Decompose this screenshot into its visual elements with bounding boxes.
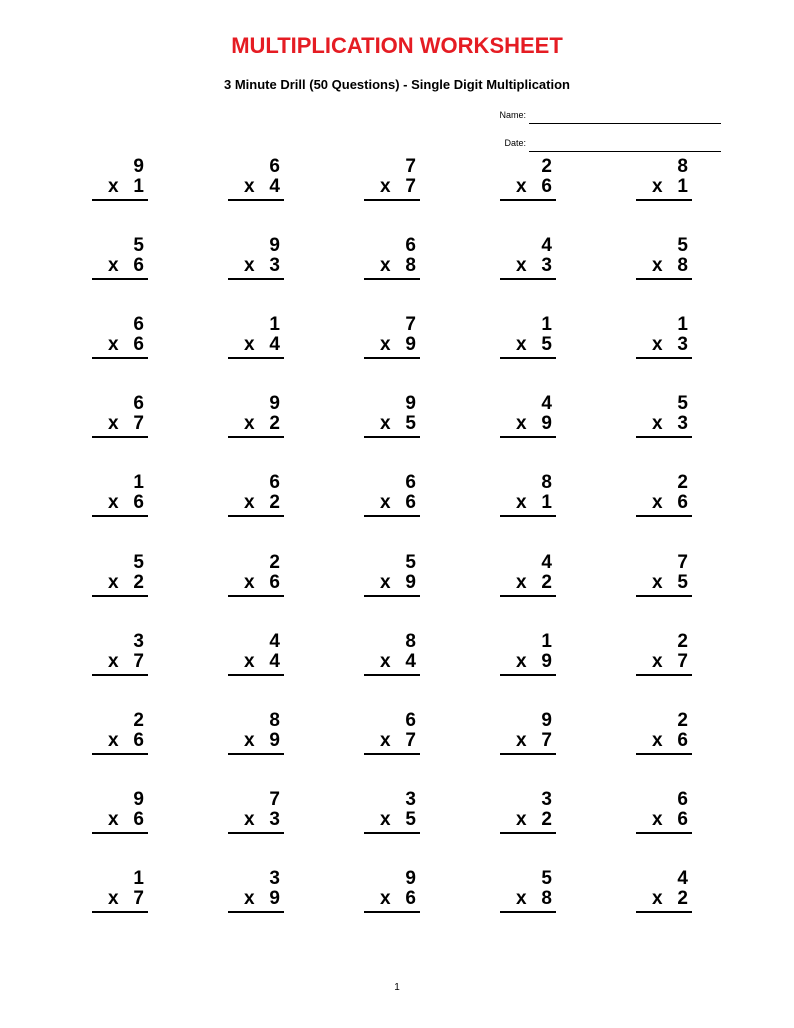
problem (636, 553, 692, 605)
multiplier: 3 (269, 255, 280, 277)
problem (500, 315, 556, 367)
answer-line[interactable] (636, 911, 692, 913)
multiplicand: 4 (541, 393, 552, 415)
multiplicand: 1 (269, 314, 280, 336)
answer-line[interactable] (500, 595, 556, 597)
multiplicand: 2 (677, 709, 688, 731)
multiply-sign: x (380, 176, 391, 197)
multiplier: 9 (269, 729, 280, 751)
multiply-sign: x (652, 808, 663, 830)
multiplicand: 1 (133, 867, 144, 889)
multiply-sign: x (380, 887, 391, 909)
multiply-sign: x (516, 729, 527, 751)
multiplicand: 6 (133, 314, 144, 336)
multiplicand: 8 (677, 156, 688, 177)
answer-line[interactable] (364, 357, 420, 359)
multiplier: 2 (269, 492, 280, 514)
multiplicand: 9 (405, 867, 416, 889)
answer-line[interactable] (92, 911, 148, 913)
multiply-sign: x (652, 729, 663, 751)
multiplicand: 4 (541, 235, 552, 257)
multiplicand: 6 (405, 235, 416, 257)
multiplier: 2 (677, 887, 688, 909)
problem (636, 315, 692, 367)
multiply-sign: x (516, 255, 527, 277)
answer-line[interactable] (228, 436, 284, 438)
multiplier: 9 (269, 887, 280, 909)
answer-line[interactable] (500, 199, 556, 201)
multiplicand: 9 (269, 393, 280, 415)
multiply-sign: x (108, 808, 119, 830)
multiplier: 3 (269, 808, 280, 830)
multiplicand: 6 (269, 472, 280, 494)
multiply-sign: x (380, 334, 391, 356)
problem (228, 236, 284, 288)
multiply-sign: x (108, 571, 119, 593)
answer-line[interactable] (92, 199, 148, 201)
multiplicand: 9 (541, 709, 552, 731)
multiply-sign: x (244, 887, 255, 909)
multiply-sign: x (516, 887, 527, 909)
problem (364, 553, 420, 605)
multiplicand: 3 (541, 788, 552, 810)
multiplier: 8 (541, 887, 552, 909)
multiplier: 6 (133, 255, 144, 277)
multiplicand: 5 (405, 551, 416, 573)
multiply-sign: x (108, 729, 119, 751)
problem (228, 394, 284, 446)
problem (228, 553, 284, 605)
problem (364, 315, 420, 367)
answer-line[interactable] (92, 832, 148, 834)
answer-line[interactable] (92, 278, 148, 280)
multiplier: 6 (133, 729, 144, 751)
multiplicand: 2 (541, 156, 552, 177)
multiplicand: 1 (541, 630, 552, 652)
problem (228, 632, 284, 684)
multiplicand: 2 (133, 709, 144, 731)
multiplicand: 2 (269, 551, 280, 573)
multiplicand: 9 (405, 393, 416, 415)
name-label: Name: (499, 110, 526, 120)
multiplier: 9 (405, 571, 416, 593)
multiply-sign: x (516, 176, 527, 197)
multiply-sign: x (244, 650, 255, 672)
answer-line[interactable] (364, 911, 420, 913)
multiplier: 8 (677, 255, 688, 277)
problem (500, 157, 556, 209)
multiply-sign: x (652, 255, 663, 277)
problem (92, 157, 148, 209)
problem (500, 553, 556, 605)
multiplicand: 1 (541, 314, 552, 336)
problem (228, 473, 284, 525)
problem (500, 394, 556, 446)
multiplier: 3 (541, 255, 552, 277)
answer-line[interactable] (636, 278, 692, 280)
multiplier: 3 (677, 334, 688, 356)
problem (364, 711, 420, 763)
problem (500, 711, 556, 763)
answer-line[interactable] (636, 674, 692, 676)
multiplicand: 2 (677, 472, 688, 494)
multiply-sign: x (244, 571, 255, 593)
multiply-sign: x (516, 492, 527, 514)
multiplier: 4 (269, 176, 280, 197)
multiplier: 1 (133, 176, 144, 197)
multiply-sign: x (652, 887, 663, 909)
multiplier: 8 (405, 255, 416, 277)
date-label: Date: (504, 138, 526, 148)
multiplier: 6 (541, 176, 552, 197)
multiplicand: 4 (677, 867, 688, 889)
multiplicand: 1 (677, 314, 688, 336)
problem (228, 869, 284, 921)
multiplicand: 3 (269, 867, 280, 889)
multiply-sign: x (244, 808, 255, 830)
answer-line[interactable] (636, 595, 692, 597)
multiplier: 7 (133, 650, 144, 672)
multiplier: 1 (677, 176, 688, 197)
multiply-sign: x (380, 650, 391, 672)
answer-line[interactable] (364, 753, 420, 755)
multiplier: 3 (677, 413, 688, 435)
problem (636, 869, 692, 921)
multiplier: 6 (133, 492, 144, 514)
multiply-sign: x (652, 413, 663, 435)
multiplier: 5 (677, 571, 688, 593)
answer-line[interactable] (500, 674, 556, 676)
multiplier: 7 (541, 729, 552, 751)
problem (636, 236, 692, 288)
multiply-sign: x (652, 334, 663, 356)
answer-line[interactable] (92, 753, 148, 755)
answer-line[interactable] (636, 832, 692, 834)
answer-line[interactable] (228, 595, 284, 597)
answer-line[interactable] (364, 595, 420, 597)
multiplier: 9 (405, 334, 416, 356)
answer-line[interactable] (228, 199, 284, 201)
multiplicand: 8 (405, 630, 416, 652)
multiplier: 5 (541, 334, 552, 356)
multiply-sign: x (244, 729, 255, 751)
problem (364, 790, 420, 842)
problem (92, 553, 148, 605)
problem (228, 711, 284, 763)
answer-line[interactable] (500, 278, 556, 280)
problem (364, 157, 420, 209)
multiplier: 9 (541, 650, 552, 672)
multiply-sign: x (108, 887, 119, 909)
multiplicand: 2 (677, 630, 688, 652)
multiplicand: 9 (133, 156, 144, 177)
multiplicand: 6 (269, 156, 280, 177)
multiplier: 4 (405, 650, 416, 672)
multiply-sign: x (108, 650, 119, 672)
multiplier: 6 (133, 334, 144, 356)
problem (500, 632, 556, 684)
multiply-sign: x (380, 255, 391, 277)
multiplier: 6 (405, 887, 416, 909)
multiply-sign: x (108, 334, 119, 356)
problem (364, 236, 420, 288)
multiply-sign: x (652, 492, 663, 514)
problem (92, 236, 148, 288)
answer-line[interactable] (500, 436, 556, 438)
answer-line[interactable] (636, 199, 692, 201)
multiplicand: 7 (405, 156, 416, 177)
multiply-sign: x (108, 413, 119, 435)
answer-line[interactable] (228, 753, 284, 755)
multiplicand: 3 (405, 788, 416, 810)
multiplier: 5 (405, 808, 416, 830)
multiplicand: 9 (133, 788, 144, 810)
answer-line[interactable] (500, 832, 556, 834)
multiply-sign: x (244, 255, 255, 277)
answer-line[interactable] (228, 674, 284, 676)
multiply-sign: x (108, 255, 119, 277)
problem (92, 790, 148, 842)
multiplier: 2 (541, 571, 552, 593)
multiplier: 5 (405, 413, 416, 435)
worksheet-title: MULTIPLICATION WORKSHEET (231, 33, 563, 58)
problem (636, 711, 692, 763)
multiplicand: 8 (541, 472, 552, 494)
multiplicand: 3 (133, 630, 144, 652)
problem (92, 711, 148, 763)
multiplier: 7 (133, 413, 144, 435)
answer-line[interactable] (92, 357, 148, 359)
answer-line[interactable] (364, 436, 420, 438)
multiply-sign: x (516, 413, 527, 435)
answer-line[interactable] (500, 357, 556, 359)
problem (92, 632, 148, 684)
multiply-sign: x (244, 334, 255, 356)
multiplicand: 4 (269, 630, 280, 652)
answer-line[interactable] (228, 832, 284, 834)
multiply-sign: x (516, 808, 527, 830)
answer-line[interactable] (92, 674, 148, 676)
answer-line[interactable] (228, 278, 284, 280)
problem (636, 632, 692, 684)
problem (364, 869, 420, 921)
multiplicand: 6 (405, 709, 416, 731)
answer-line[interactable] (228, 515, 284, 517)
multiply-sign: x (244, 176, 255, 197)
answer-line[interactable] (228, 357, 284, 359)
multiply-sign: x (244, 413, 255, 435)
problem (500, 869, 556, 921)
multiplicand: 7 (677, 551, 688, 573)
multiplier: 7 (677, 650, 688, 672)
multiply-sign: x (108, 492, 119, 514)
answer-line[interactable] (92, 436, 148, 438)
multiplier: 2 (133, 571, 144, 593)
answer-line[interactable] (92, 515, 148, 517)
answer-line[interactable] (364, 278, 420, 280)
multiplier: 6 (677, 808, 688, 830)
multiplier: 7 (405, 176, 416, 197)
multiplier: 6 (269, 571, 280, 593)
problem (636, 394, 692, 446)
multiplicand: 5 (133, 235, 144, 257)
multiplier: 6 (405, 492, 416, 514)
multiplier: 7 (133, 887, 144, 909)
multiplicand: 8 (269, 709, 280, 731)
multiplier: 4 (269, 650, 280, 672)
problem (228, 790, 284, 842)
multiplier: 2 (269, 413, 280, 435)
multiplicand: 6 (677, 788, 688, 810)
multiplicand: 6 (405, 472, 416, 494)
multiplier: 4 (269, 334, 280, 356)
multiply-sign: x (380, 571, 391, 593)
multiplicand: 7 (405, 314, 416, 336)
multiplier: 1 (541, 492, 552, 514)
problem (228, 315, 284, 367)
multiply-sign: x (516, 571, 527, 593)
answer-line[interactable] (500, 515, 556, 517)
multiplicand: 9 (269, 235, 280, 257)
answer-line[interactable] (228, 911, 284, 913)
multiplier: 6 (677, 492, 688, 514)
answer-line[interactable] (500, 753, 556, 755)
multiplicand: 5 (677, 393, 688, 415)
problem (500, 790, 556, 842)
multiply-sign: x (380, 729, 391, 751)
problem (92, 473, 148, 525)
answer-line[interactable] (636, 436, 692, 438)
problem (364, 394, 420, 446)
multiply-sign: x (652, 176, 663, 197)
multiply-sign: x (652, 650, 663, 672)
answer-line[interactable] (364, 199, 420, 201)
answer-line[interactable] (636, 515, 692, 517)
multiply-sign: x (380, 492, 391, 514)
answer-line[interactable] (364, 515, 420, 517)
multiply-sign: x (652, 571, 663, 593)
problem (500, 473, 556, 525)
problem (92, 869, 148, 921)
problem (92, 315, 148, 367)
problem (636, 473, 692, 525)
problem (636, 157, 692, 209)
multiply-sign: x (380, 413, 391, 435)
worksheet-subtitle: 3 Minute Drill (50 Questions) - Single Digit Multiplication (224, 77, 570, 92)
answer-line[interactable] (92, 595, 148, 597)
answer-line[interactable] (364, 674, 420, 676)
multiplier: 9 (541, 413, 552, 435)
multiplicand: 4 (541, 551, 552, 573)
multiply-sign: x (516, 650, 527, 672)
problem (228, 157, 284, 209)
page-number: 1 (394, 982, 400, 993)
multiplicand: 7 (269, 788, 280, 810)
multiplier: 2 (541, 808, 552, 830)
multiply-sign: x (380, 808, 391, 830)
multiply-sign: x (108, 176, 119, 197)
multiplier: 6 (133, 808, 144, 830)
problem (364, 632, 420, 684)
multiply-sign: x (516, 334, 527, 356)
answer-line[interactable] (636, 357, 692, 359)
problem (636, 790, 692, 842)
answer-line[interactable] (500, 911, 556, 913)
problem (364, 473, 420, 525)
multiplicand: 5 (677, 235, 688, 257)
multiplicand: 1 (133, 472, 144, 494)
problem (92, 394, 148, 446)
multiplicand: 5 (541, 867, 552, 889)
answer-line[interactable] (364, 832, 420, 834)
multiplicand: 6 (133, 393, 144, 415)
multiplier: 7 (405, 729, 416, 751)
multiply-sign: x (244, 492, 255, 514)
multiplier: 6 (677, 729, 688, 751)
answer-line[interactable] (636, 753, 692, 755)
problem (500, 236, 556, 288)
multiplicand: 5 (133, 551, 144, 573)
